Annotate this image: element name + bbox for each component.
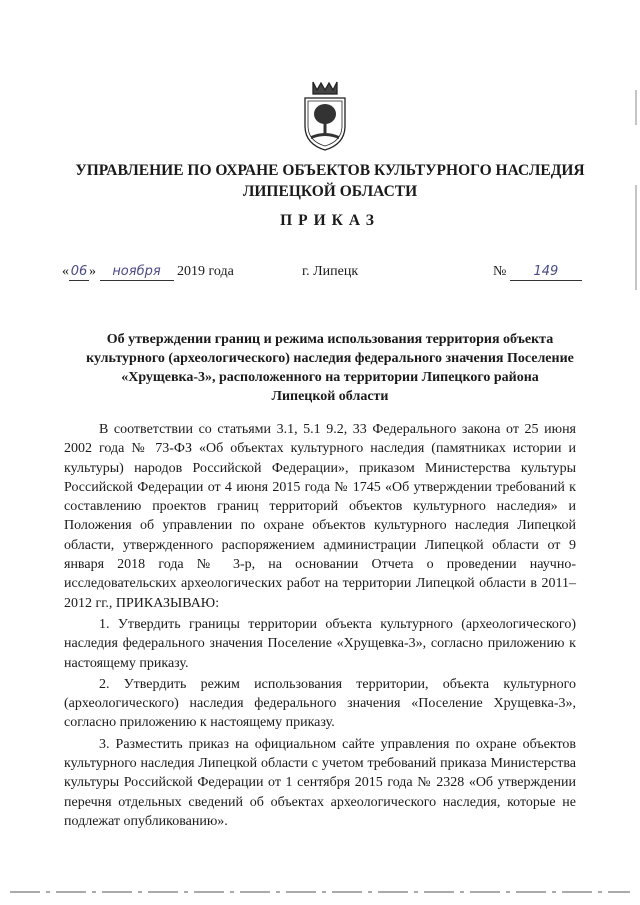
order-item-3: 3. Разместить приказ на официальном сайте управления по охране объектов культурного наследия Липецкой области с учетом требований приказа Министерства культуры Российской Федерации от 1 сентября 2015 года № 2328 «Об утверждении перечня отдельных сведений об объектах археологического наследия, которые не подлежат опубликованию». [64,736,576,829]
order-city: г. Липецк [302,264,359,279]
scan-bottom-dashes [0,888,640,896]
coat-of-arms-emblem [297,78,353,152]
organization-header [60,160,600,202]
order-item-2: 2. Утвердить режим использования территории, объекта культурного (археологического) наследия федерального значения «Поселение Хрущевка-3», согласно приложению к настоящему приказу. [64,676,576,731]
number-value: 149 [510,264,582,281]
date-quote-open: « [62,264,69,279]
order-subject [60,330,600,406]
order-body [64,420,576,831]
subject-line-1: Об утверждении границ и режима использования территория объекта [106,332,554,347]
date-month: ноября [100,264,174,281]
organization-name-line-1: УПРАВЛЕНИЕ ПО ОХРАНЕ ОБЪЕКТОВ КУЛЬТУРНОГО НАСЛЕДИЯ [75,162,585,179]
organization-name-line-2: ЛИПЕЦКОЙ ОБЛАСТИ [242,183,418,200]
number-label: № [493,264,507,279]
subject-line-2: культурного (археологического) наследия федерального значения Поселение [86,351,574,366]
document-type-title: ПРИКАЗ [280,212,380,229]
date-quote-close: » [89,264,96,279]
date-day: 06 [70,264,88,279]
order-item-1: 1. Утвердить границы территории объекта культурного (археологического) наследия федерального значения Поселение «Хрущевка-3», согласно приложению к настоящему приказу. [64,616,576,671]
subject-line-3: «Хрущевка-3», расположенного на территории Липецкого района [121,370,539,385]
scan-edge-marks [635,90,637,290]
preamble-paragraph: В соответствии со статьями 3.1, 5.1 9.2, 33 Федерального закона от 25 июня 2002 года № 73-ФЗ «Об объектах культурного наследия (памятниках истории и культуры) народов Российской Федерации», приказом Министерства культуры Российской Федерации от 4 июня 2015 года № 1745 «Об утверждении требований к составлению проектов границ территорий объектов культурного наследия» и Положения об управлении по охране объектов культурного наследия Липецкой области, утвержденного распоряжением администрации Липецкой области от 9 января 2018 года № 3-р, на основании Отчета о проведении научно-исследовательских археологических работ на территории Липецкой области в 2011–2012 гг., ПРИКАЗЫВАЮ: [64,422,576,611]
order-date [62,262,234,282]
subject-line-4: Липецкой области [271,389,389,404]
order-number [493,262,582,282]
date-year: 2019 года [177,264,234,279]
